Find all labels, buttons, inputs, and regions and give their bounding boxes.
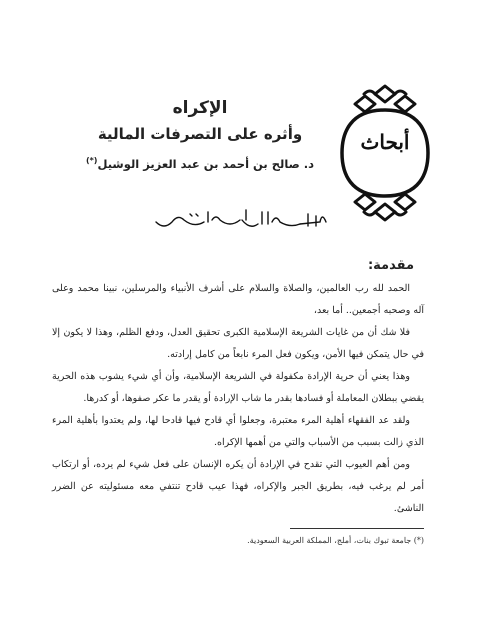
basmala-icon: [150, 206, 330, 236]
paragraph: الحمد لله رب العالمين، والصلاة والسلام على أشرف الأنبياء والمرسلين، نبينا محمد وعلى آله وصحبه أجمعين.. أما بعد،: [52, 283, 424, 316]
emblem-label: أبحاث: [360, 130, 410, 154]
footnote: (*) جامعة تبوك بنات، أملج، المملكة العربية السعودية.: [247, 536, 424, 545]
author-footnote-mark: (*): [85, 156, 98, 165]
section-emblem: [330, 78, 440, 228]
paragraph: وهذا يعني أن حرية الإرادة مكفولة في الشريعة الإسلامية، وأن أي شيء يشوب هذه الحرية يقضي ببطلان المعاملة أو فسادها بقدر ما شاب الإرادة أو يقدر ما عكر صفوها، أو كدرها.: [52, 371, 424, 404]
title-line-2: وأثره على التصرفات المالية: [97, 125, 303, 143]
section-heading: مقدمة:: [367, 258, 414, 273]
body-text: [52, 278, 424, 520]
footnote-divider: [290, 528, 424, 529]
paragraph: فلا شك أن من غايات الشريعة الإسلامية الكبرى تحقيق العدل، ودفع الظلم، وهذا لا يكون إلا في حال يتمكن فيها الأمن، ويكون فعل المرء نابعاً من كامل إرادته.: [52, 327, 424, 360]
paragraph: ولقد عد الفقهاء أهلية المرء معتبرة، وجعلوا أي قادح فيها قادحا لها، ولم يعتدوا بأهلية المرء الذي زالت بسبب من الأسباب والتي من أهمها الإكراه.: [52, 415, 424, 448]
paragraph: ومن أهم العيوب التي تقدح في الإرادة أن يكره الإنسان على فعل شيء لم يرده، أو ارتكاب أمر لم يرغب فيه، بطريق الجبر والإكراه، فهذا عيب قادح تنتفي معه مسئوليته عن الضرر الناشئ.: [52, 459, 424, 514]
author-name: د. صالح بن أحمد بن عبد العزيز الوشيل: [97, 156, 315, 171]
basmala-calligraphy: [150, 206, 330, 236]
author-line: [80, 150, 320, 175]
title-block: [80, 96, 320, 175]
title-line-1: الإكراه: [172, 98, 228, 118]
